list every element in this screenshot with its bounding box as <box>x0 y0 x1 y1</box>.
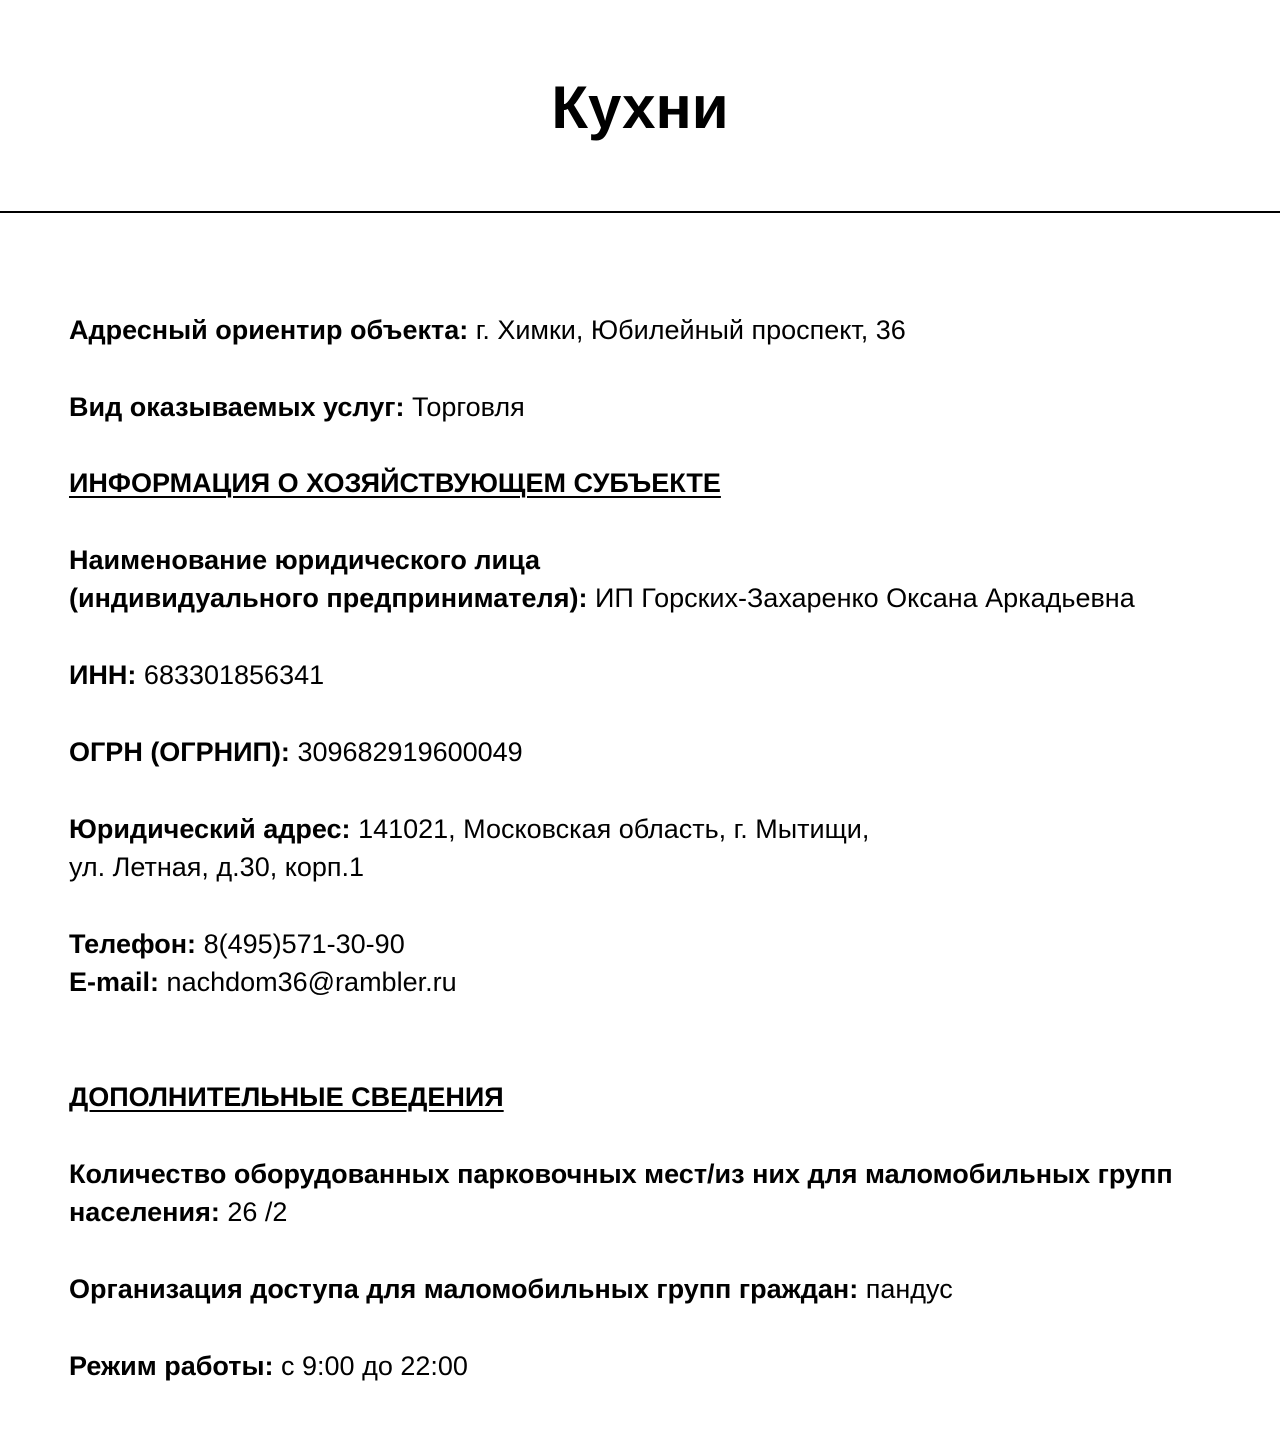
title-divider <box>0 211 1280 213</box>
section-heading-entity-text: ИНФОРМАЦИЯ О ХОЗЯЙСТВУЮЩЕМ СУБЪЕКТЕ <box>69 468 721 498</box>
access-value: пандус <box>865 1274 953 1304</box>
parking-row <box>69 1155 1249 1231</box>
address-row <box>69 311 1249 349</box>
section-heading-entity <box>69 464 1249 502</box>
phone-label: Телефон: <box>69 929 197 959</box>
phone-value: 8(495)571-30-90 <box>203 929 405 959</box>
email-value[interactable]: nachdom36@rambler.ru <box>166 967 457 997</box>
parking-label-line2: населения: <box>69 1197 220 1227</box>
parking-value: 26 /2 <box>227 1197 288 1227</box>
ogrn-row <box>69 733 1249 771</box>
service-value: Торговля <box>411 392 525 422</box>
inn-row <box>69 656 1249 694</box>
entity-value: ИП Горских-Захаренко Оксана Аркадьевна <box>594 583 1135 613</box>
service-label: Вид оказываемых услуг: <box>69 392 405 422</box>
entity-row <box>69 541 1249 617</box>
hours-label: Режим работы: <box>69 1351 274 1381</box>
access-label: Организация доступа для маломобильных групп граждан: <box>69 1274 859 1304</box>
section-heading-additional <box>69 1078 1249 1116</box>
entity-label-line1: Наименование юридического лица <box>69 545 541 575</box>
hours-row <box>69 1347 1249 1385</box>
section-heading-additional-text: ДОПОЛНИТЕЛЬНЫЕ СВЕДЕНИЯ <box>69 1082 504 1112</box>
parking-label-line1: Количество оборудованных парковочных мест/из них для маломобильных групп <box>69 1159 1173 1189</box>
service-row <box>69 388 1249 426</box>
contacts-row <box>69 925 1249 1001</box>
access-row <box>69 1270 1249 1308</box>
legal-address-row <box>69 810 1249 886</box>
page-title: Кухни <box>551 74 729 141</box>
hours-value: с 9:00 до 22:00 <box>281 1351 468 1381</box>
legal-address-line2: ул. Летная, д.30, корп.1 <box>69 852 364 882</box>
inn-label: ИНН: <box>69 660 137 690</box>
ogrn-label: ОГРН (ОГРНИП): <box>69 737 290 767</box>
inn-value: 683301856341 <box>143 660 325 690</box>
entity-label-line2: (индивидуального предпринимателя): <box>69 583 588 613</box>
legal-address-label: Юридический адрес: <box>69 814 351 844</box>
legal-address-line1: 141021, Московская область, г. Мытищи, <box>358 814 870 844</box>
address-value: г. Химки, Юбилейный проспект, 36 <box>475 315 906 345</box>
ogrn-value: 309682919600049 <box>297 737 523 767</box>
email-label: E-mail: <box>69 967 160 997</box>
address-label: Адресный ориентир объекта: <box>69 315 469 345</box>
